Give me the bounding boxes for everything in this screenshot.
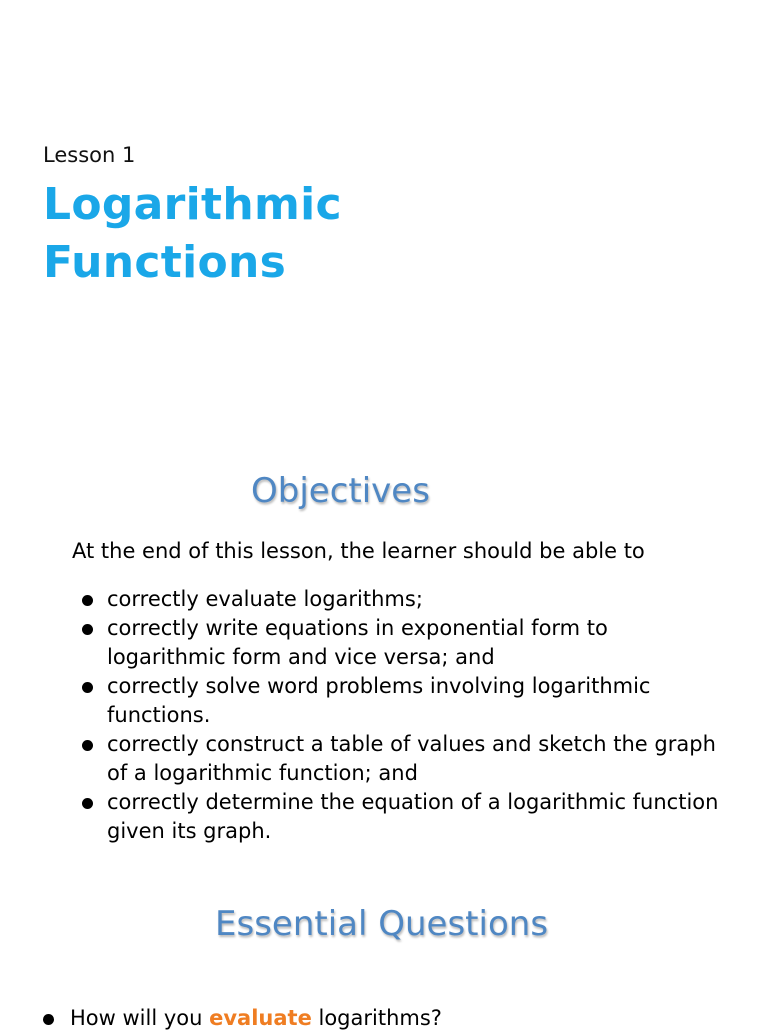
question-highlight: evaluate	[209, 1006, 312, 1030]
bullet-icon	[82, 740, 93, 751]
objective-item	[0, 730, 720, 788]
objective-text: correctly write equations in exponential form to logarithmic form and vice versa; and	[107, 616, 608, 669]
lesson-title-line-1: Logarithmic	[43, 179, 342, 230]
objectives-intro: At the end of this lesson, the learner should be able to	[72, 539, 645, 563]
lesson-title-line-2: Functions	[43, 237, 287, 288]
objective-text: correctly determine the equation of a logarithmic function given its graph.	[107, 790, 719, 843]
essential-question-item	[70, 1003, 442, 1033]
lesson-label: Lesson 1	[43, 143, 136, 167]
lesson-title	[43, 176, 342, 292]
question-text-after: logarithms?	[311, 1006, 442, 1030]
bullet-icon	[82, 798, 93, 809]
question-text-before: How will you	[70, 1006, 210, 1030]
objective-item	[0, 788, 720, 846]
bullet-icon	[82, 624, 93, 635]
objective-text: correctly construct a table of values and sketch the graph of a logarithmic function; and	[107, 732, 716, 785]
objectives-list	[0, 585, 720, 846]
essential-questions-heading: Essential Questions	[215, 904, 549, 944]
objective-item	[0, 614, 720, 672]
objectives-heading: Objectives	[251, 471, 430, 511]
objective-item	[0, 672, 720, 730]
objective-text: correctly evaluate logarithms;	[107, 587, 423, 611]
bullet-icon	[82, 595, 93, 606]
bullet-icon	[43, 1014, 54, 1025]
objective-item	[0, 585, 720, 614]
bullet-icon	[82, 682, 93, 693]
objective-text: correctly solve word problems involving logarithmic functions.	[107, 674, 651, 727]
